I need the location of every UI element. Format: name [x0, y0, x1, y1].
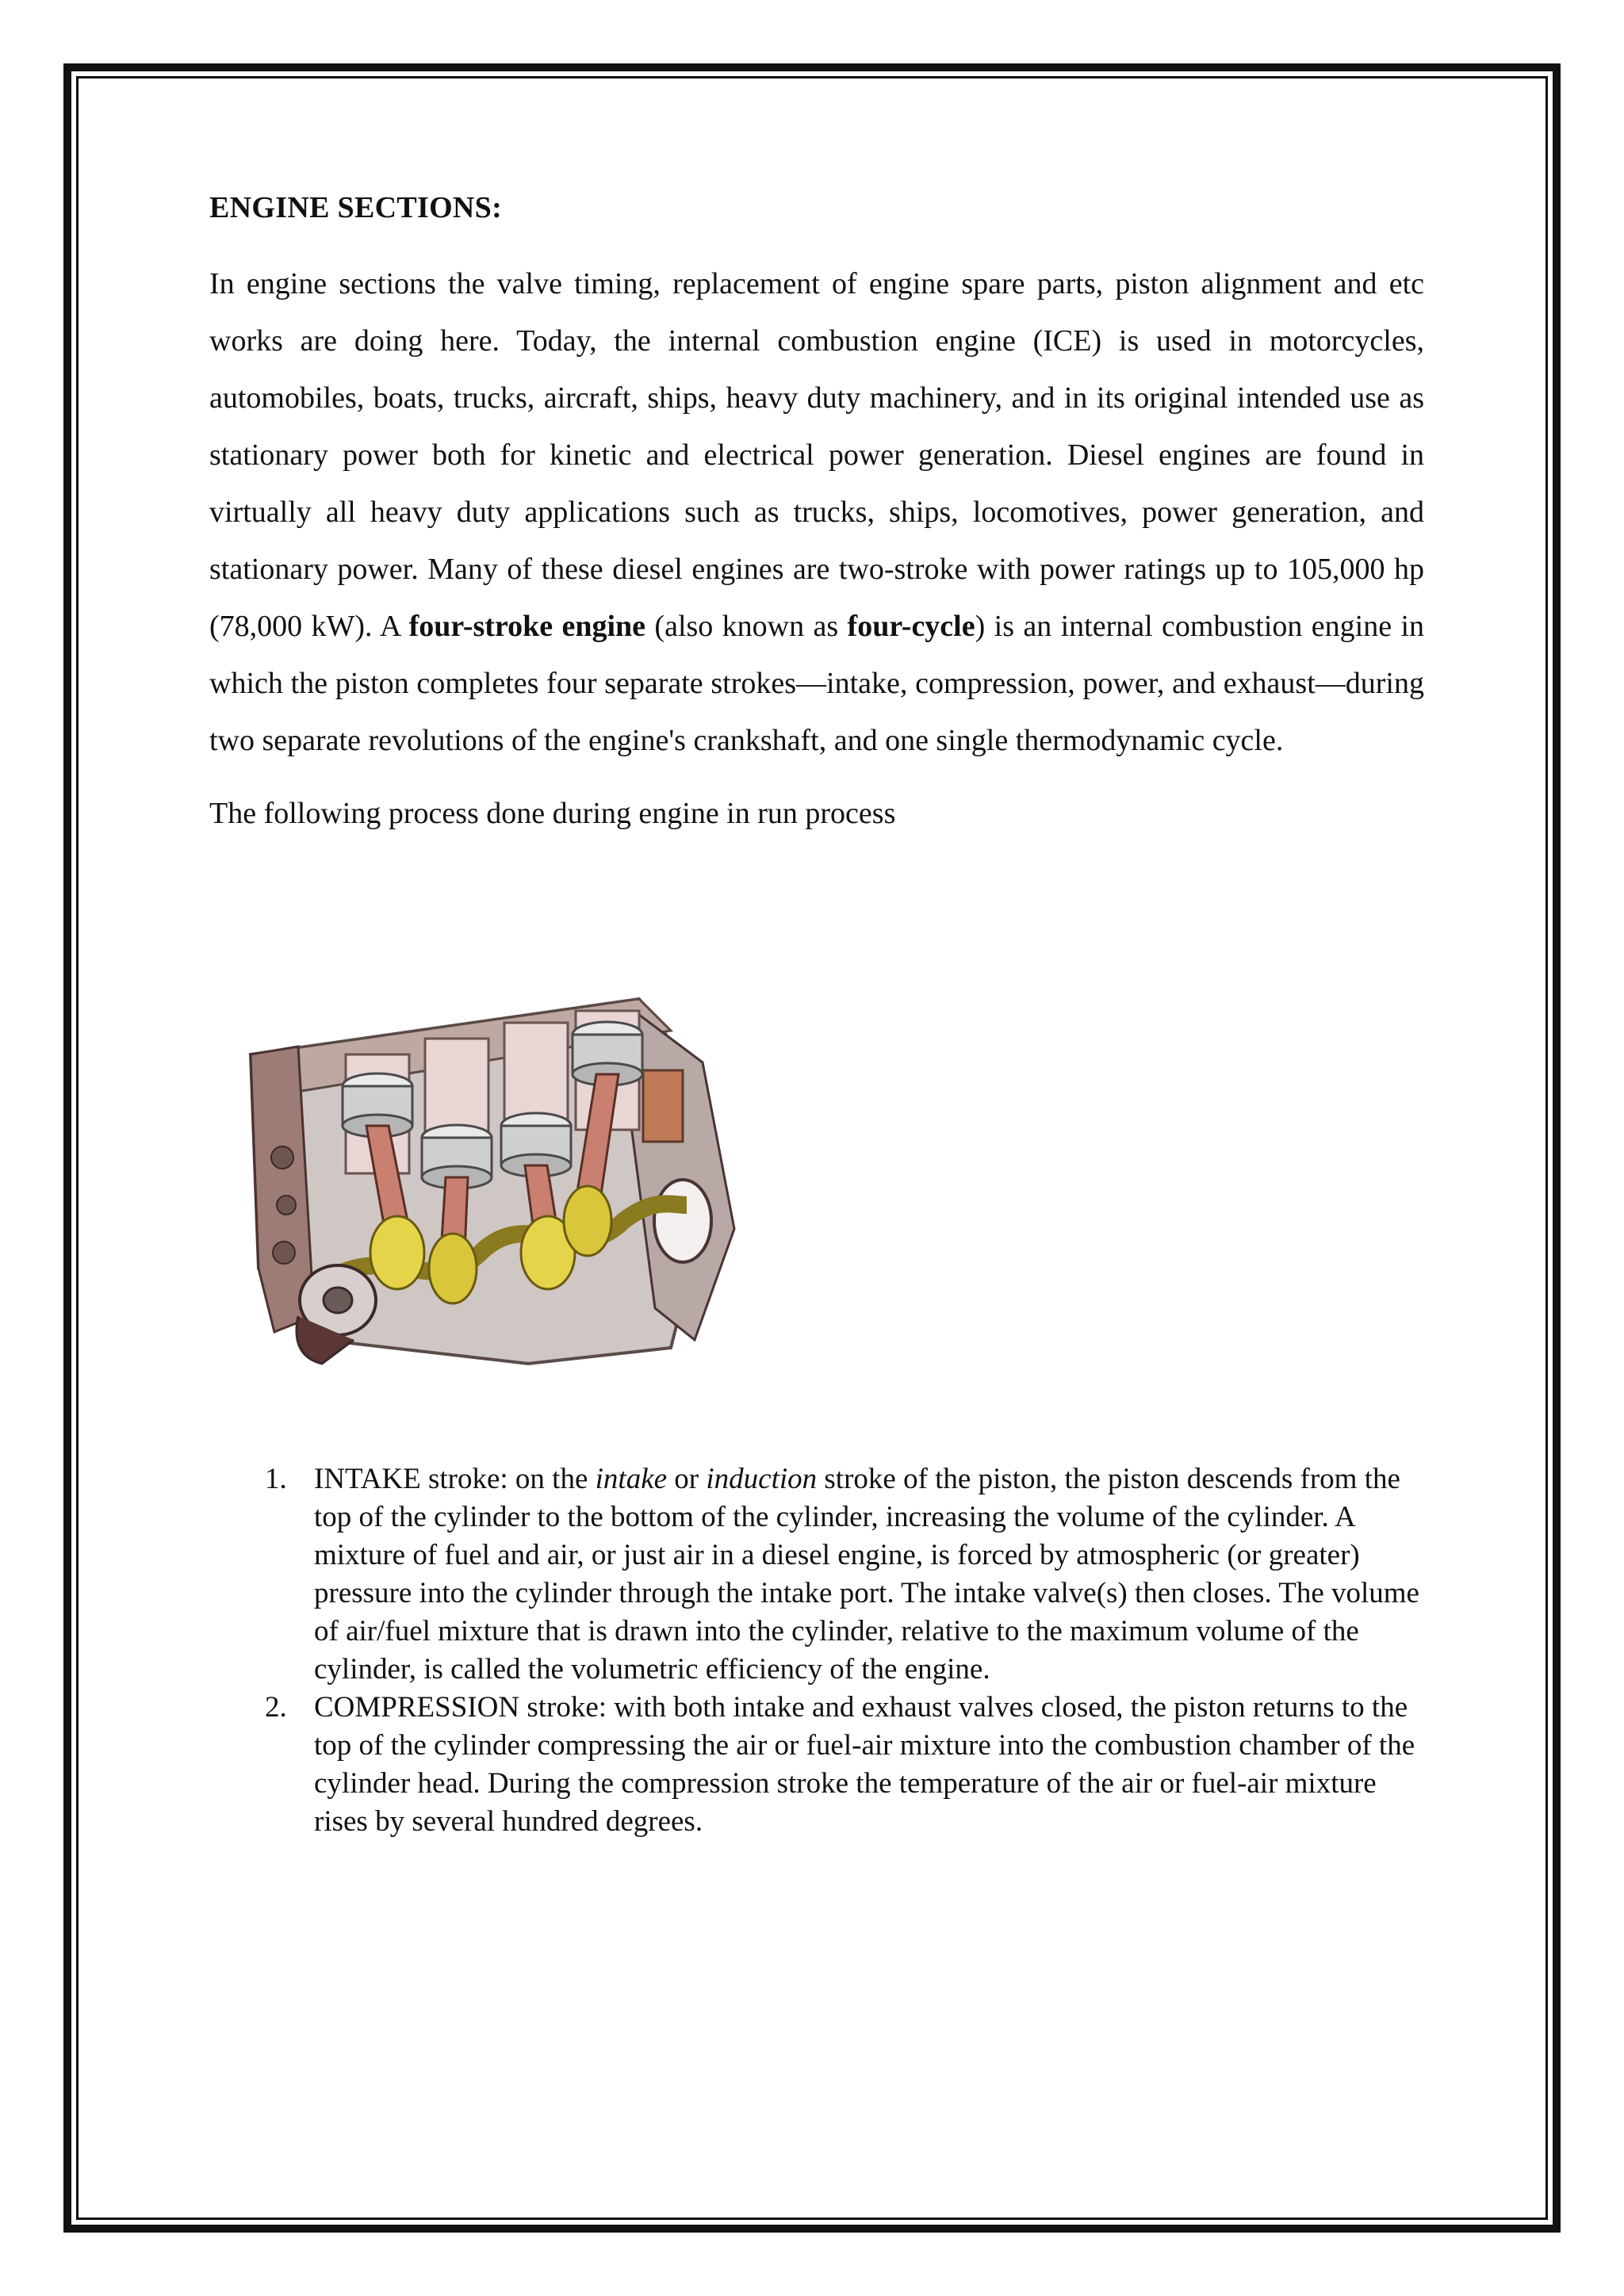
crank-pulley — [297, 1265, 376, 1364]
list-item — [259, 1689, 1424, 1841]
step-text: INTAKE stroke: on the — [314, 1463, 596, 1495]
list-item-number: 2. — [265, 1691, 287, 1724]
section-heading: ENGINE SECTIONS: — [209, 191, 503, 224]
intro-text-3: ) is an internal combustion engine in which the piston completes four separate strokes—intake, compression, power, and exhaust—during two separate revolutions of the engine's crankshaft, and one single thermodynamic cycle. — [209, 610, 1425, 757]
intro-bold-four-stroke: four-stroke engine — [408, 610, 646, 643]
intro-paragraph — [209, 255, 1424, 769]
step-text: stroke of the piston, the piston descends from the top of the cylinder to the bottom of the cylinder, increasing the volume of the cylinder. A mixture of fuel and air, or just air in a diesel engine, is forced by atmospheric (or greater) pressure into the cylinder through the intake port. The intake valve(s) then closes. The volume of air/fuel mixture that is drawn into the cylinder, relative to the maximum volume of the cylinder, is called the volumetric efficiency of the engine. — [314, 1463, 1419, 1686]
intro-text-2: (also known as — [645, 610, 848, 643]
list-item-number: 1. — [265, 1463, 287, 1495]
step-italic-induction: induction — [706, 1463, 818, 1495]
intro-bold-four-cycle: four-cycle — [847, 610, 975, 643]
engine-block-illustration — [227, 967, 893, 1411]
intro-text-1: In engine sections the valve timing, replacement of engine spare parts, piston alignment and etc works are doing here. Today, the internal combustion engine (ICE) is used in motorcycles, automobiles, boats, trucks, aircraft, ships, heavy duty machinery, and in its original intended use as stationary power both for kinetic and electrical power generation. Diesel engines are found in virtually all heavy duty applications such as trucks, ships, locomotives, power generation, and stationary power. Many of these diesel engines are two-stroke with power ratings up to 105,000 hp (78,000 kW). A — [209, 267, 1424, 643]
document-body — [209, 190, 1424, 837]
step-italic-intake: intake — [595, 1463, 668, 1495]
step-text: COMPRESSION stroke: with both intake and exhaust valves closed, the piston returns to the top of the cylinder compressing the air or fuel-air mixture into the combustion chamber of the cylinder head. During the compression stroke the temperature of the air or fuel-air mixture rises by several hundred degrees. — [314, 1691, 1415, 1838]
list-item — [259, 1460, 1424, 1689]
lead-sentence: The following process done during engine in run process — [209, 797, 896, 830]
step-text: or — [667, 1463, 707, 1495]
stroke-list — [259, 1460, 1424, 1841]
